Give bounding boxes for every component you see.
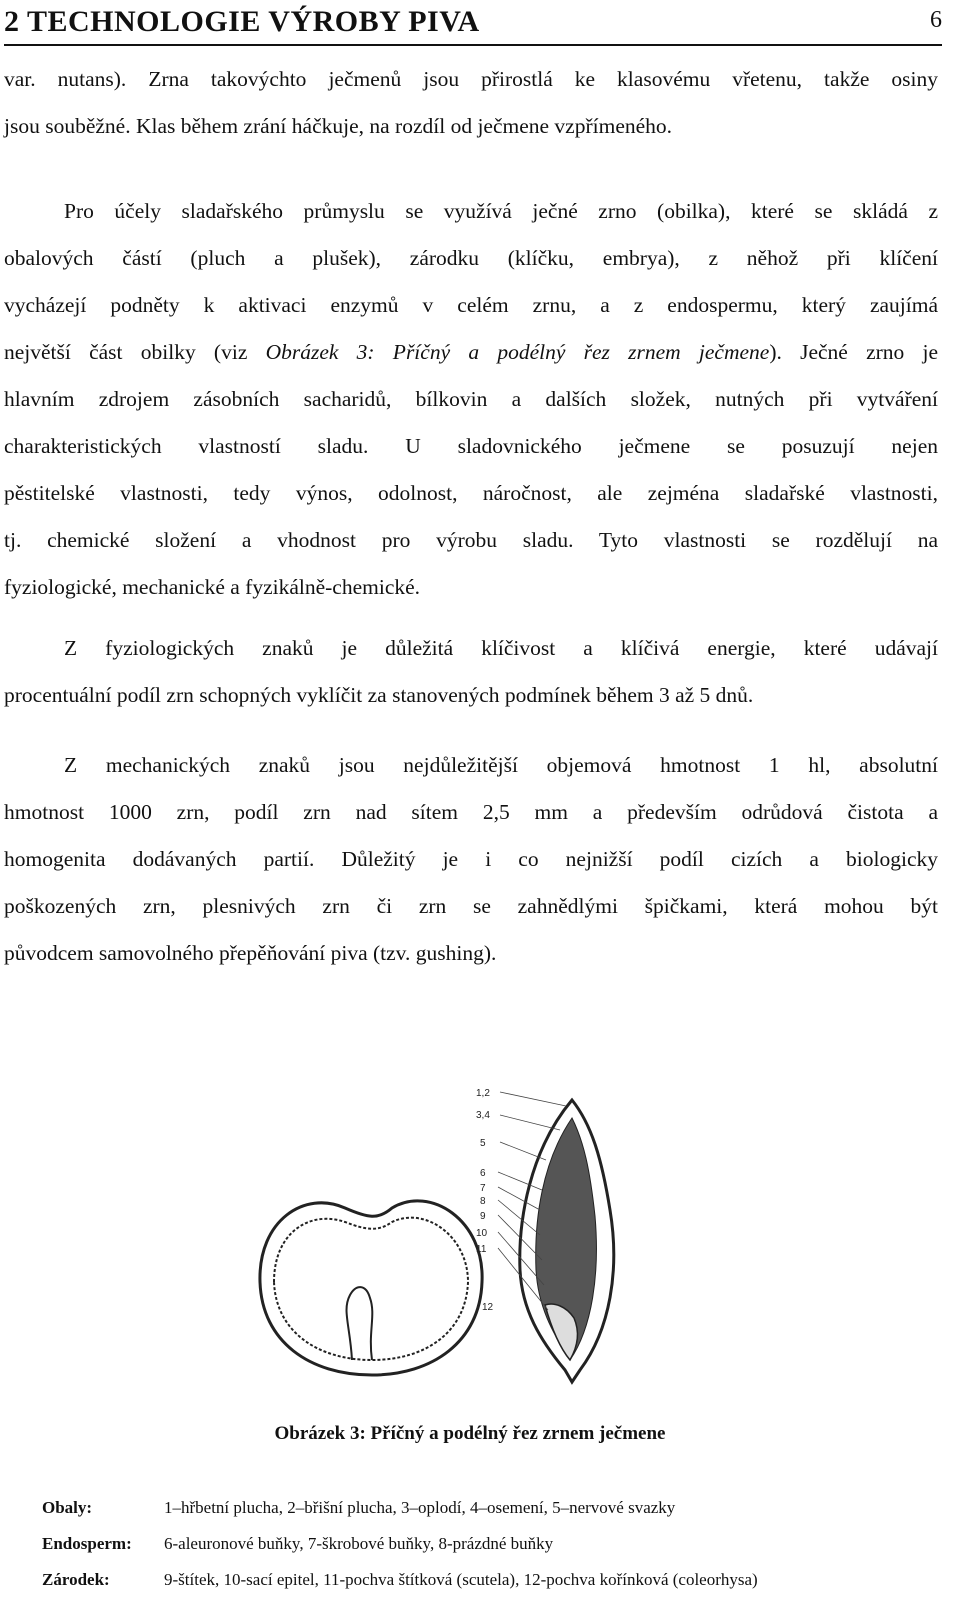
legend-value: 9-štítek, 10-sací epitel, 11-pochva štítková (scutela), 12-pochva kořínková (coleorhysa): [164, 1570, 758, 1589]
text-line: fyziologické, mechanické a fyzikálně-chemické.: [4, 575, 421, 599]
paragraph-1: [4, 56, 938, 150]
paragraph-4: [4, 742, 938, 977]
figure-legend: [42, 1490, 758, 1598]
label-9: 9: [480, 1211, 486, 1222]
page-number: 6: [930, 7, 942, 33]
legend-value: 6-aleuronové buňky, 7-škrobové buňky, 8-prázdné buňky: [164, 1534, 554, 1553]
figure-labels: [476, 1088, 494, 1313]
text-line: hlavním zdrojem zásobních sacharidů, bílkovin a dalších složek, nutných při vytváření: [4, 387, 938, 411]
text-line: Z fyziologických znaků je důležitá klíčivost a klíčivá energie, které udávají: [64, 636, 938, 660]
label-11: 11: [476, 1244, 487, 1255]
longitudinal-section-drawing: [520, 1100, 614, 1382]
text-line: Z mechanických znaků jsou nejdůležitější objemová hmotnost 1 hl, absolutní: [64, 753, 938, 777]
text-line: var. nutans). Zrna takovýchto ječmenů jsou přirostlá ke klasovému vřetenu, takže osiny: [4, 67, 938, 91]
text-segment: největší část obilky (viz: [4, 340, 266, 364]
text-line: hmotnost 1000 zrn, podíl zrn nad sítem 2,5 mm a především odrůdová čistota a: [4, 800, 938, 824]
text-line: obalových částí (pluch a plušek), zárodku (klíčku, embrya), z něhož při klíčení: [4, 246, 938, 270]
text-line: Pro účely sladařského průmyslu se využívá ječné zrno (obilka), které se skládá z: [64, 199, 938, 223]
text-segment: ). Ječné zrno je: [769, 340, 939, 364]
legend-row: [42, 1526, 758, 1562]
text-line: procentuální podíl zrn schopných vyklíčit za stanovených podmínek během 3 až 5 dnů.: [4, 683, 754, 707]
text-line: vycházejí podněty k aktivaci enzymů v celém zrnu, a z endospermu, který zaujímá: [4, 293, 938, 317]
figure-caption: Obrázek 3: Příčný a podélný řez zrnem ječmene: [274, 1423, 666, 1444]
label-5: 5: [480, 1138, 486, 1149]
legend-row: [42, 1490, 758, 1526]
text-line: homogenita dodávaných partií. Důležitý je i co nejnižší podíl cizích a biologicky: [4, 847, 938, 871]
paragraph-2: [4, 188, 938, 611]
legend-key: Zárodek:: [42, 1570, 110, 1589]
label-1-2: 1,2: [476, 1088, 490, 1099]
cross-section-drawing: [260, 1201, 482, 1375]
text-line: poškozených zrn, plesnivých zrn či zrn se zahnědlými špičkami, která mohou být: [4, 894, 938, 918]
label-3-4: 3,4: [476, 1110, 490, 1121]
label-8: 8: [480, 1196, 486, 1207]
chapter-title: 2 TECHNOLOGIE VÝROBY PIVA: [4, 5, 480, 38]
text-line: tj. chemické složení a vhodnost pro výrobu sladu. Tyto vlastnosti se rozdělují na: [4, 528, 938, 552]
legend-key: Obaly:: [42, 1498, 93, 1517]
text-line: původcem samovolného přepěňování piva (tzv. gushing).: [4, 941, 497, 965]
page-header: [4, 2, 942, 46]
label-12: 12: [482, 1302, 494, 1313]
label-7: 7: [480, 1183, 486, 1194]
barley-grain-cross-section-figure: [200, 1070, 760, 1410]
legend-key: Endosperm:: [42, 1534, 132, 1553]
label-10: 10: [476, 1228, 488, 1239]
legend-row: [42, 1562, 758, 1598]
label-6: 6: [480, 1168, 486, 1179]
text-line: pěstitelské vlastnosti, tedy výnos, odolnost, náročnost, ale zejména sladařské vlastnosti,: [4, 481, 938, 505]
text-line: jsou souběžné. Klas během zrání háčkuje, na rozdíl od ječmene vzpřímeného.: [4, 114, 673, 138]
legend-value: 1–hřbetní plucha, 2–břišní plucha, 3–oplodí, 4–osemení, 5–nervové svazky: [164, 1498, 676, 1517]
paragraph-3: [4, 625, 938, 719]
text-line: charakteristických vlastností sladu. U sladovnického ječmene se posuzují nejen: [4, 434, 938, 458]
text-line: [4, 329, 938, 376]
figure-reference: Obrázek 3: Příčný a podélný řez zrnem ječmene: [265, 340, 770, 364]
